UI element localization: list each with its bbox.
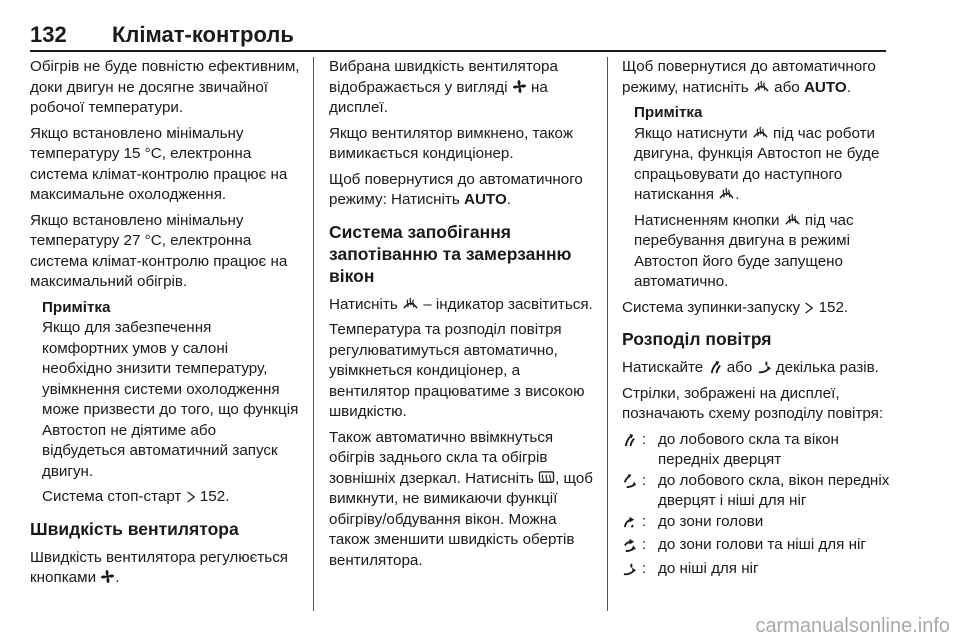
- reference-page: 152.: [199, 488, 230, 505]
- auto-label: AUTO: [803, 78, 847, 96]
- defrost-icon: [753, 79, 770, 94]
- paragraph: Стрілки, зображені на дисплеї, позначають схему розподілу повітря:: [622, 384, 884, 422]
- note-text: [634, 211, 892, 293]
- paragraph: [622, 358, 892, 379]
- page-reference-arrow-icon: [186, 491, 196, 503]
- paragraph-text: Натисненням кнопки: [634, 211, 780, 229]
- paragraph-text: Натискайте: [622, 359, 704, 376]
- defrost-icon: [718, 186, 735, 201]
- watermark: carmanualsonline.info: [755, 615, 950, 637]
- legend-item: : до лобового скла та вікон передніх дверцят: [622, 430, 892, 471]
- paragraph-text: під час перебування двигуна в режимі Автостоп його буде запущено автоматично.: [634, 211, 854, 290]
- note-block: [30, 298, 300, 508]
- note-title: Примітка: [42, 298, 111, 316]
- airflow-head-footwell-icon: [622, 537, 637, 552]
- airflow-head-icon: [622, 514, 637, 529]
- paragraph-text: – індикатор засвітиться.: [423, 295, 593, 313]
- reference-text: Система стоп-старт: [42, 488, 182, 505]
- page-reference-arrow-icon: [804, 302, 814, 314]
- column-divider: [313, 57, 314, 611]
- page-header: [30, 14, 886, 54]
- note-block: [622, 103, 892, 293]
- paragraph-text: Натисніть: [329, 295, 398, 313]
- paragraph: Швидкість вентилятора регулюється кнопками .: [30, 548, 289, 586]
- legend-item: : до зони голови та ніші для ніг: [622, 535, 892, 559]
- column-divider: [607, 57, 608, 611]
- defrost-icon: [402, 296, 419, 311]
- section-heading-fan-speed: Швидкість вентилятора: [30, 518, 239, 539]
- defrost-icon: [784, 212, 801, 227]
- paragraph: Щоб повернутися до автоматичного режиму, натисніть або AUTO.: [622, 58, 876, 96]
- legend-text: до лобового скла та вікон передніх дверцят: [658, 430, 839, 468]
- paragraph-text: , щоб вимкнути, не вимикаючи функції обігріву/обдування вікон. Можна також зменшити швидкість обертів вентилятора.: [329, 469, 594, 569]
- chapter-title: Клімат-контроль: [112, 22, 294, 47]
- section-heading-defog: Система запобігання запотіванню та замерзанню вікон: [329, 221, 572, 286]
- note-text: Якщо натиснути під час роботи двигуна, функція Автостоп не буде спрацьовувати до наступного натискання .: [634, 124, 880, 203]
- reference-page: 152.: [818, 298, 849, 316]
- column-1: [30, 57, 300, 594]
- note-text: Якщо для забезпечення комфортних умов у салоні необхідно знизити температуру, увімкнення системи охолодження може призвести до того, що функція Автостоп не діятиме або відбудеться автоматичний запуск двигун.: [42, 319, 299, 480]
- airflow-windscreen-icon: [708, 359, 723, 374]
- paragraph: Обігрів не буде повністю ефективним, доки двигун не досягне звичайної робочої температури.: [30, 58, 300, 116]
- auto-label: AUTO: [464, 191, 507, 208]
- legend-item: : до ніші для ніг: [622, 559, 892, 583]
- legend-text: до зони голови: [658, 512, 764, 530]
- column-3: [622, 57, 892, 582]
- paragraph: [329, 428, 599, 572]
- paragraph-text: або: [774, 78, 800, 96]
- paragraph: [329, 57, 599, 119]
- paragraph-text: Щоб повернутися до автоматичного режиму: Натисніть: [329, 170, 583, 208]
- airflow-footwell-icon: [757, 359, 772, 374]
- airflow-windscreen-icon: [622, 432, 637, 447]
- paragraph-text: Швидкість вентилятора регулюється кнопками: [30, 548, 289, 586]
- paragraph-text: під час роботи двигуна, функція Автостоп не буде спрацьовувати до наступного натискання: [634, 124, 880, 203]
- note-title: Примітка: [634, 104, 703, 121]
- paragraph-text: декілька разів.: [775, 359, 879, 376]
- paragraph-text: Вибрана швидкість вентилятора відображається у вигляді: [329, 58, 558, 96]
- airflow-windscreen-footwell-icon: [622, 473, 637, 488]
- cross-reference[interactable]: [42, 487, 300, 508]
- paragraph: Якщо встановлено мінімальну температуру 27 °C, електронна система клімат-контролю працює на максимальний обігрів.: [30, 211, 288, 290]
- cross-reference[interactable]: [622, 298, 892, 319]
- paragraph: Якщо вентилятор вимкнено, також вимикається кондиціонер.: [329, 124, 573, 162]
- legend-item: : до лобового скла, вікон передніх дверцят і ніші для ніг: [622, 471, 892, 512]
- page-number: 132: [30, 22, 67, 47]
- fan-icon: [100, 569, 115, 584]
- reference-text: Система зупинки-запуску: [622, 298, 801, 316]
- paragraph-text: або: [726, 359, 753, 376]
- legend-item: : до зони голови: [622, 512, 892, 536]
- airflow-footwell-icon: [622, 561, 637, 576]
- paragraph: Якщо встановлено мінімальну температуру 15 °C, електронна система клімат-контролю працює на максимальне охолодження.: [30, 124, 288, 203]
- rear-window-heating-icon: [538, 470, 555, 485]
- paragraph-text: Щоб повернутися до автоматичного режиму, натисніть: [622, 58, 876, 96]
- paragraph-text: Якщо натиснути: [634, 124, 748, 142]
- legend-text: до ніші для ніг: [658, 559, 759, 577]
- paragraph: Температура та розподіл повітря регулюватимуться автоматично, увімкнеться кондиціонер, а вентилятор працюватиме з високою швидкістю.: [329, 321, 585, 420]
- air-distribution-legend: [622, 430, 892, 583]
- legend-text: до лобового скла, вікон передніх дверцят і ніші для ніг: [658, 471, 890, 509]
- column-2: [329, 57, 599, 576]
- paragraph: Щоб повернутися до автоматичного режиму: Натисніть AUTO.: [329, 170, 583, 208]
- fan-icon: [512, 79, 527, 94]
- legend-text: до зони голови та ніші для ніг: [658, 536, 866, 553]
- paragraph: [329, 295, 599, 316]
- paragraph-text: Також автоматично ввімкнуться обігрів заднього скла та обігрів зовнішніх дзеркал. Натисніть: [329, 428, 554, 487]
- paragraph-text: на дисплеї.: [329, 78, 548, 116]
- section-heading-air-distribution: Розподіл повітря: [622, 329, 772, 349]
- defrost-icon: [752, 125, 769, 140]
- header-rule: [30, 50, 886, 52]
